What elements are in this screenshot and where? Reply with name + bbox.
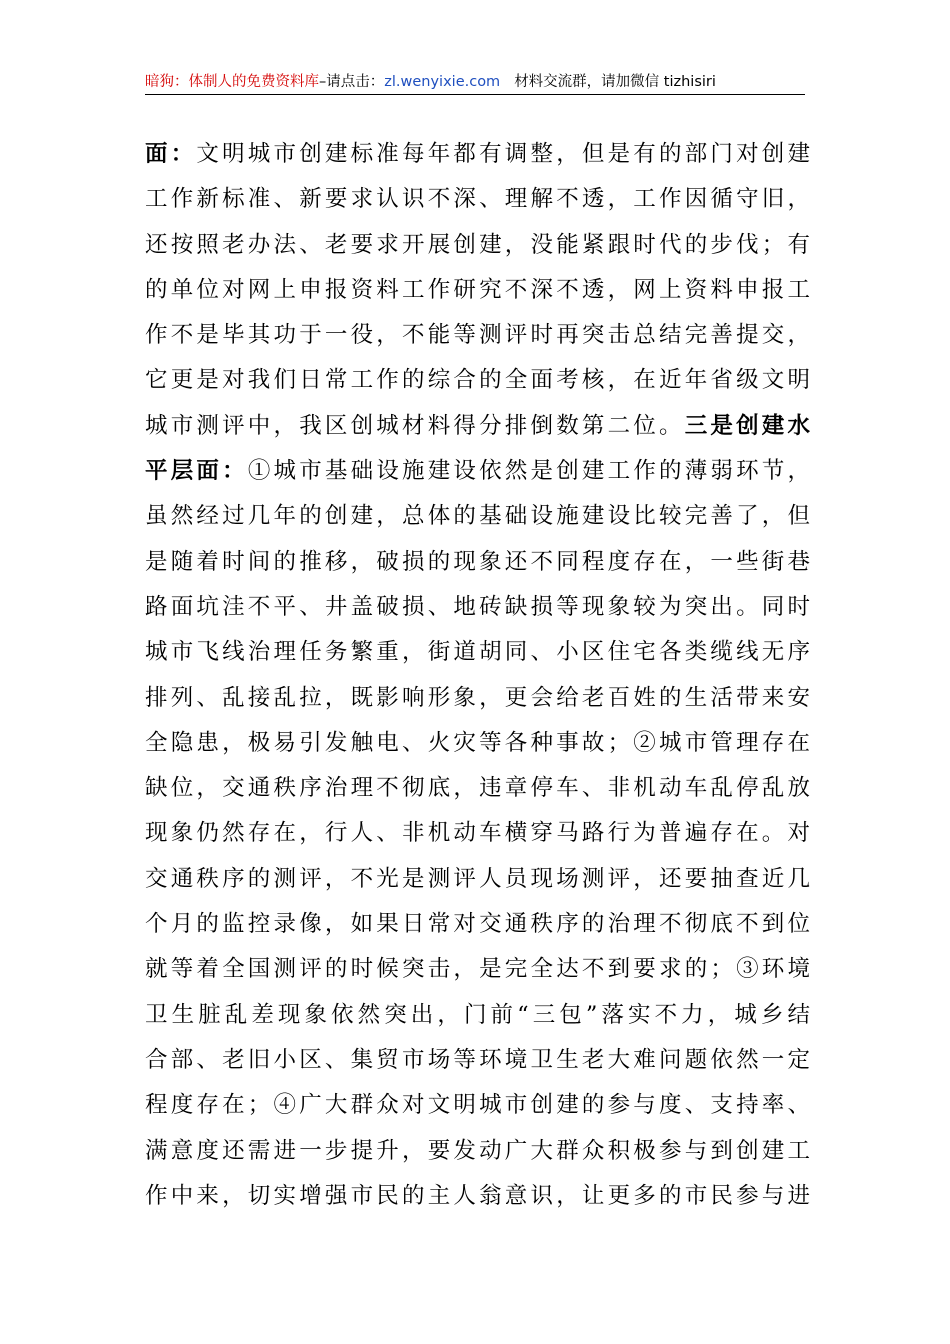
text-segment: 个月的监控录像，如果日常对交通秩序的治理不彻底不到位 — [145, 911, 814, 938]
text-segment: 全隐患，极易引发触电、火灾等各种事故；②城市管理存在 — [145, 729, 814, 756]
text-line — [145, 993, 815, 1038]
text-line — [145, 404, 814, 449]
text-line — [145, 1129, 814, 1174]
text-line — [145, 1174, 814, 1219]
text-segment: 程度存在；④广大群众对文明城市创建的参与度、支持率、 — [145, 1092, 814, 1119]
text-segment: 文明城市创建标准每年都有调整，但是有的部门对创建 — [196, 141, 814, 167]
text-segment: 作中来，切实增强市民的主人翁意识，让更多的市民参与进 — [145, 1182, 814, 1209]
body-text — [145, 132, 815, 1219]
bold-text-segment: 三是创建水 — [684, 412, 814, 439]
text-line — [145, 313, 814, 358]
bold-text-segment: 面： — [145, 141, 197, 167]
text-line — [145, 494, 814, 539]
page-header — [145, 70, 805, 94]
text-line — [145, 1083, 814, 1128]
text-line — [145, 721, 814, 766]
text-segment: 的单位对网上申报资料工作研究不深不透，网上资料申报工 — [145, 276, 814, 303]
text-line — [145, 766, 814, 811]
text-segment: ①城市基础设施建设依然是创建工作的薄弱环节， — [247, 458, 814, 485]
text-line — [145, 268, 814, 313]
text-line — [145, 177, 814, 222]
text-line — [145, 947, 814, 992]
text-segment: 现象仍然存在，行人、非机动车横穿马路行为普遍存在。对 — [145, 820, 814, 847]
text-segment: 虽然经过几年的创建，总体的基础设施建设比较完善了，但 — [145, 503, 814, 530]
text-line — [145, 676, 814, 721]
header-divider — [145, 94, 805, 95]
text-segment: 是随着时间的推移，破损的现象还不同程度存在，一些街巷 — [145, 548, 814, 575]
text-segment: 交通秩序的测评，不光是测评人员现场测评，还要抽查近几 — [145, 865, 814, 892]
text-line — [145, 223, 814, 268]
text-line — [145, 1038, 814, 1083]
text-segment: 排列、乱接乱拉，既影响形象，更会给老百姓的生活带来安 — [145, 684, 814, 711]
text-line — [145, 585, 814, 630]
text-segment: 城市飞线治理任务繁重，街道胡同、小区住宅各类缆线无序 — [145, 639, 814, 666]
text-line — [145, 630, 814, 675]
text-segment: 工作新标准、新要求认识不深、理解不透，工作因循守旧， — [145, 186, 814, 213]
text-segment: 路面坑洼不平、井盖破损、地砖缺损等现象较为突出。同时 — [145, 593, 814, 620]
text-line — [145, 358, 814, 403]
header-brand: 暗狗：体制人的免费资料库 — [145, 74, 319, 90]
bold-text-segment: 平层面： — [145, 458, 248, 485]
text-segment: 城市测评中，我区创城材料得分排倒数第二位。 — [145, 412, 685, 439]
text-line — [145, 449, 814, 494]
text-segment: 还按照老办法、老要求开展创建，没能紧跟时代的步伐；有 — [145, 231, 814, 258]
text-segment: 满意度还需进一步提升，要发动广大群众积极参与到创建工 — [145, 1137, 814, 1164]
text-line — [145, 811, 814, 856]
text-segment: 它更是对我们日常工作的综合的全面考核，在近年省级文明 — [145, 367, 814, 394]
text-line — [145, 540, 814, 585]
text-segment: 卫生脏乱差现象依然突出，门前“三包”落实不力，城乡结 — [145, 1001, 815, 1028]
text-line — [145, 132, 814, 177]
header-group-note: 材料交流群，请加微信 tizhisiri — [514, 74, 716, 90]
text-segment: 作不是毕其功于一役，不能等测评时再突击总结完善提交， — [145, 322, 814, 349]
text-segment: 合部、老旧小区、集贸市场等环境卫生老大难问题依然一定 — [145, 1046, 814, 1073]
header-click-prompt: –请点击： — [319, 74, 385, 90]
text-segment: 就等着全国测评的时候突击，是完全达不到要求的；③环境 — [145, 956, 814, 983]
text-line — [145, 857, 814, 902]
text-line — [145, 902, 814, 947]
header-url-link[interactable]: zl.wenyixie.com — [384, 74, 501, 90]
text-segment: 缺位，交通秩序治理不彻底，违章停车、非机动车乱停乱放 — [145, 775, 814, 802]
